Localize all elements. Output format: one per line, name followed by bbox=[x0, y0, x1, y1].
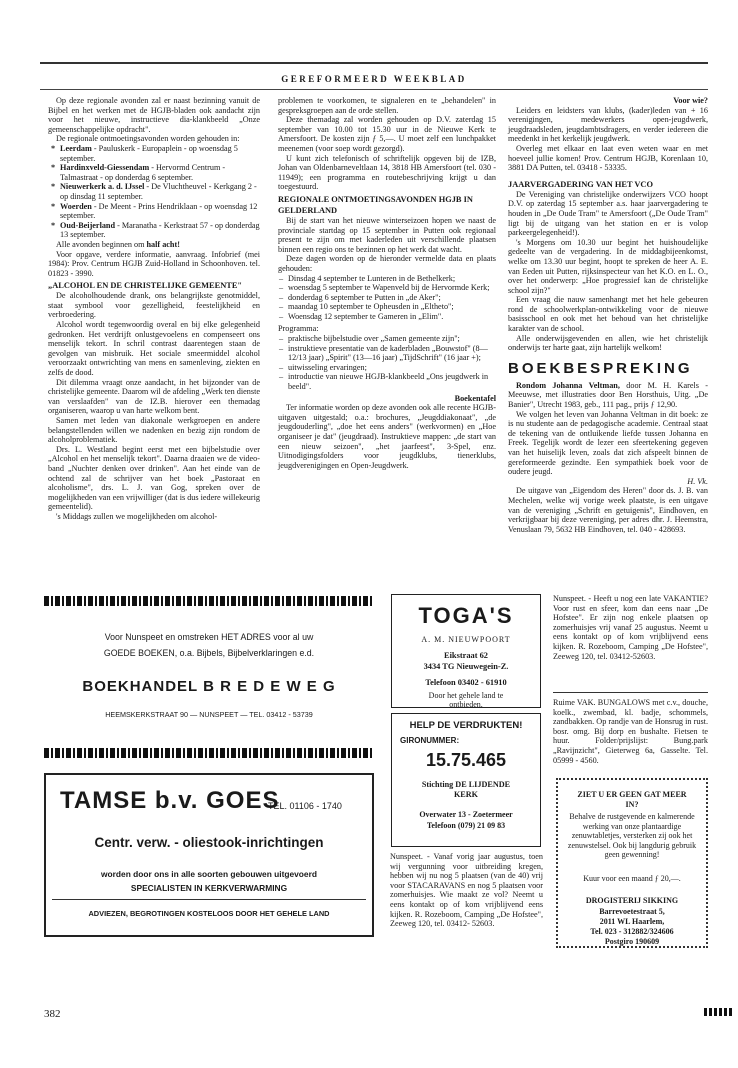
regional-heading: REGIONALE ONTMOETINGSAVONDEN HGJB IN GELDERLAND bbox=[278, 194, 473, 215]
ad-tamse bbox=[44, 773, 374, 937]
list-item: – praktische bijbelstudie over „Samen gemeente zijn"; bbox=[288, 334, 496, 344]
info-paragraph: Voor opgave, verdere informatie, aanvraag. Infobrief (mei 1984): Prov. Centrum HGJB Zuid-Holland in Schoonhoven. tel. 01823 - 3990. bbox=[48, 249, 260, 278]
tamse-footer: ADVIEZEN, BEGROTINGEN KOSTELOOS DOOR HET GEHELE LAND bbox=[88, 909, 330, 918]
boekbespreking-heading: BOEKBESPREKING bbox=[508, 359, 693, 377]
togas-name: TOGA'S bbox=[418, 603, 514, 628]
vco-paragraph: Alle onderwijsgevenden en allen, wie het christelijk onderwijs ter harte gaat, zijn hartelijk welkom! bbox=[508, 333, 708, 353]
column-2 bbox=[278, 96, 496, 470]
classified-text: Nunspeet. - Heeft u nog een late VAKANTIE? Voor rust en sfeer, kom dan eens naar „De Hofstee". Er zijn nog enkele plaatsen op zomerhuisjes vrij vanaf 25 augustus. Neemt u eens kontakt op of kom vrijblijvend eens kijken. R. Rozeboom, Camping „De Hofstee", Zeeweg 120, tel. 03412-52603. bbox=[553, 594, 708, 661]
header-rule bbox=[40, 89, 708, 90]
list-item: – uitwisseling ervaringen; bbox=[288, 363, 496, 373]
alcohol-paragraph: De alcoholhoudende drank, ons belangrijkste genotmiddel, staat symbool voor gezelligheid, feestelijkheid en verbroedering. bbox=[48, 291, 260, 320]
column-1 bbox=[48, 96, 260, 522]
start-time: Alle avonden beginnen om half acht! bbox=[56, 239, 180, 249]
sikking-name: DROGISTERIJ SIKKING bbox=[585, 896, 679, 905]
regional-paragraph: Deze dagen worden op de hieronder vermelde data en plaats gehouden: bbox=[278, 254, 496, 273]
book-note: De uitgave van „Eigendom des Heren" door ds. J. B. van Mechelen, welke wij vorige week plaatste, is een uitgave van de vereniging „Schrift en getuigenis", Eindhoven, en verkrijgbaar bij deze vereniging, per adres dhr. J. Heemstra, Venuslaan 79, 5632 HB Eindhoven, tel. 040 - 428693. bbox=[508, 486, 708, 534]
list-item: * Hardinxveld-Giessendam - Hervormd Centrum - Talmastraat - op donderdag 6 september. bbox=[60, 163, 260, 182]
classified-text: Ruime VAK. BUNGALOWS met c.v., douche, koelk., zwembad, kl. badje, schommels, zandbakken. Op randje van de Honsrug in rust. bosr. omg. Bij dorp en bushalte. Fietsen te huur. Folder/prijslijst: Bung.park „Ravijnzicht", Gieterweg 6a, Gasselte. Tel. 05999 - 4560. bbox=[553, 698, 708, 765]
themadag-paragraph: problemen te voorkomen, te signaleren en te „behandelen" in gespreksgroepen aan de orde stellen. bbox=[278, 96, 496, 115]
sikking-street: Barrevoetestraat 5, bbox=[599, 907, 665, 916]
list-item: – donderdag 6 september te Putten in „de Aker"; bbox=[288, 293, 496, 303]
voor-wie-heading: Voor wie? bbox=[673, 96, 708, 105]
ad-verdrukten bbox=[391, 713, 541, 847]
scan-edge bbox=[704, 1008, 734, 1016]
togas-city: 3434 TG Nieuwegein-Z. bbox=[423, 662, 509, 671]
verdrukten-phone: Telefoon (079) 21 09 83 bbox=[426, 821, 506, 830]
list-item: * Nieuwerkerk a. d. IJssel - De Vluchtheuvel - Kerkgang 2 - op dinsdag 11 september. bbox=[60, 182, 260, 201]
alcohol-paragraph: Drs. L. Westland begint eerst met een bijbelstudie over „Alcohol en het menselijk tekort". Daarna draaien we de video-band „Nuchter denken over drinken". Aan het einde van de ochtend zal de schrijver van het boek „Pastoraat en alcoholisme", drs. L. J. van Gog, spreken over de mogelijkheden van een vrijwilliger (dat is dus iedere willekeurig gemeentelid). bbox=[48, 444, 260, 512]
sikking-price: Kuur voor een maand ƒ 20,—. bbox=[583, 874, 681, 883]
program-label: Programma: bbox=[278, 324, 319, 334]
list-item: – introductie van nieuwe HGJB-klankbeeld „Ons jeugdwerk in beeld". bbox=[288, 372, 496, 391]
meeting-places-list bbox=[48, 144, 260, 240]
list-item: – maandag 10 september te Opheusden in „Eltheto"; bbox=[288, 302, 496, 312]
program-list bbox=[278, 334, 496, 392]
sikking-title: ZIET U ER GEEN GAT MEER IN? bbox=[577, 790, 687, 809]
togas-owner: A. M. NIEUWPOORT bbox=[421, 635, 511, 644]
column-3 bbox=[508, 96, 708, 534]
ad-line: GOEDE BOEKEN, o.a. Bijbels, Bijbelverklaringen e.d. bbox=[103, 648, 315, 658]
tamse-tel: TEL. 01106 - 1740 bbox=[268, 801, 342, 811]
alcohol-paragraph: Samen met leden van diakonale werkgroepen en andere belangstellenden willen we nadenken en bezig zijn rondom de alcoholproblematiek. bbox=[48, 416, 260, 445]
togas-street: Eikstraat 62 bbox=[444, 651, 488, 660]
tamse-line: SPECIALISTEN IN KERKVERWARMING bbox=[130, 883, 288, 893]
book-citation: Rondom Johanna Veltman, door M. H. Karels - Meeuwse, met illustraties door Ben Horsthuis, Uitg. „De Banier", Utrecht 1983, geb., 111 pag., prijs ƒ 12,90. bbox=[508, 380, 708, 410]
giro-number: 15.75.465 bbox=[425, 750, 507, 770]
themadag-paragraph: Deze themadag zal worden gehouden op D.V. zaterdag 15 september van 10.00 tot 15.30 uur in de Nieuwe Kerk te Amersfoort. De kosten zijn ƒ 5,—. U moet zelf een lunchpakket meenemen (voor soep wordt gezorgd). bbox=[278, 115, 496, 153]
regional-paragraph: Bij de start van het nieuwe winterseizoen hopen we naast de provinciale startdag op 15 september in Putten ook regionaal present te zijn om met kaderleden uit verschillende plaatsen binnen een regio ons te bezinnen op het werk dat wacht. bbox=[278, 215, 496, 254]
intro-paragraph: Op deze regionale avonden zal er naast bezinning vanuit de Bijbel en het werken met de HGJB-bladen ook aandacht zijn voor het nieuwe, instructieve dia-klankbeeld „Onze gemeenschappelijke opdracht". bbox=[48, 96, 260, 134]
review-signature: H. Vk. bbox=[687, 476, 708, 486]
store-address: HEEMSKERKSTRAAT 90 — NUNSPEET — TEL. 03412 - 53739 bbox=[105, 710, 313, 719]
list-item: * Leerdam - Pauluskerk - Europaplein - op woensdag 5 september. bbox=[60, 144, 260, 163]
list-item: – Dinsdag 4 september te Lunteren in de Bethelkerk; bbox=[288, 274, 496, 284]
tamse-tagline: Centr. verw. - oliestook-inrichtingen bbox=[94, 835, 324, 850]
ad-stacaravans bbox=[390, 852, 543, 929]
ad-bredeweg bbox=[44, 596, 374, 760]
store-name: BOEKHANDEL B R E D E W E G bbox=[82, 678, 336, 695]
vco-paragraph: Een vraag die nauw samenhangt met het hele gebeuren rond de schoolwerkplan-ontwikkeling voor de nieuwe basisschool en ook met het behoud van het christelijke karakter van de school. bbox=[508, 295, 708, 334]
ad-bungalows bbox=[553, 698, 708, 765]
togas-note: Door het gehele land te ontbieden. bbox=[428, 691, 504, 709]
boekentafel-paragraph: Ter informatie worden op deze avonden ook alle recente HGJB-uitgaven uitgestald; o.a.: brochures, „Jeugddiakonaat", „de jeugdouderling", „doe het eens anders" (werkvormen) en „Hoe organiseer je dat" (jeugdraad). Instruktieve mappen: „de start van een nieuw seizoen", „het jaarfeest", 3-Spel, enz. Uitnodigingsfolders voor jeugdklubs, tienerklubs, jeugdverenigingen en Open-Jeugdwerk. bbox=[278, 403, 496, 470]
ad-vakantie bbox=[553, 594, 708, 661]
dates-list bbox=[278, 274, 496, 322]
boekentafel-heading: Boekentafel bbox=[454, 393, 496, 403]
ad-line: Voor Nunspeet en omstreken HET ADRES voor al uw bbox=[104, 632, 314, 642]
tamse-line: worden door ons in alle soorten gebouwen uitgevoerd bbox=[101, 869, 317, 879]
sikking-tel: Tel. 023 - 312882/324606 bbox=[590, 927, 674, 936]
verdrukten-title: HELP DE VERDRUKTEN! bbox=[409, 720, 523, 731]
intro-paragraph-2: De regionale ontmoetingsavonden worden gehouden in: bbox=[56, 134, 240, 144]
vco-paragraph: De Vereniging van christelijke onderwijzers VCO hoopt D.V. op zaterdag 15 september a.s. haar jaarvergadering te houden in „De Oude Tram" te Amersfoort („De Oude Tram" ligt bij de uitgang van het station en er is volop parkeergelegenheid!). bbox=[508, 189, 708, 238]
ad-divider bbox=[553, 692, 708, 693]
tamse-name: TAMSE b.v. GOES bbox=[60, 787, 280, 814]
ad-divider bbox=[52, 899, 366, 900]
togas-phone: Telefoon 03402 - 61910 bbox=[425, 678, 507, 687]
verdrukten-address: Overwater 13 - Zoetermeer bbox=[419, 810, 513, 819]
list-item: – Woensdag 12 september te Gameren in „Elim". bbox=[288, 312, 496, 322]
sikking-giro: Postgiro 190609 bbox=[604, 937, 660, 946]
verdrukten-org: Stichting DE LIJDENDE KERK bbox=[421, 780, 511, 799]
vco-paragraph: 's Morgens om 10.30 uur begint het huishoudelijke gedeelte van de vergadering. In de middagbijeenkomst, welke om 13.30 uur begint, hoopt te spreken de heer A. E. van Eeden uit Putten, rijksinspecteur van het K.O. en L. O., over het onderwerp: „Hoe progressief kan de christelijke school zijn?" bbox=[508, 237, 708, 295]
book-review: We volgen het leven van Johanna Veltman in dit boek: ze is nu studente aan de pedagogische academie. Centraal staat de tekening van de ontluikende liefde tussen Johanna en Freek. Tegelijk wordt de lezer een sfeertekening gegeven van het huiselijk leven, zoals dat zich afspeelt binnen de gereformeerde gezindte. Een sympathiek boek voor de oudere jeugd. bbox=[508, 409, 708, 477]
publication-title: GEREFORMEERD WEEKBLAD bbox=[281, 74, 467, 84]
list-item: * Oud-Beijerland - Maranatha - Kerkstraat 57 - op donderdag 13 september. bbox=[60, 221, 260, 240]
page-top-rule bbox=[40, 62, 708, 64]
classified-text: Nunspeet. - Vanaf vorig jaar augustus, toen wij vergunning voor uitbreiding kregen, hebben wij nu nog 5 plaatsen (van de 40) vrij voor STACARAVANS en nog 5 plaatsen voor zomerhuisjes. Wie maakt ze vol? Neemt u eens kontakt op of kom vrijblijvend eens kijken. R. Rozeboom, Camping „De Hofstee", Zeeweg 120, tel. 03412- 52603. bbox=[390, 852, 543, 929]
themadag-paragraph: U kunt zich telefonisch of schriftelijk opgeven bij de IZB, Johan van Oldenbarneveltlaan 14, 3818 HB Amersfoort (tel. 030 - 11949); een programma en routebeschrijving krijgt u dan toegestuurd. bbox=[278, 153, 496, 192]
decorative-border bbox=[44, 748, 374, 758]
page-number: 382 bbox=[44, 1008, 61, 1020]
list-item: – instruktieve presentatie van de kaderbladen „Bouwstof" (8—12/13 jaar) „Spirit" (13—16 jaar) „TijdSchrift" (16 jaar +); bbox=[288, 344, 496, 363]
list-item: – woensdag 5 september te Wapenveld bij de Hervormde Kerk; bbox=[288, 283, 496, 293]
alcohol-paragraph: Dit dilemma vraagt onze aandacht, in het bijzonder van de christelijke gemeente. Daarom wil de afdeling „Werk ten dienste van verslaafden" van de IZ.B. hierover een themadag organiseren, waarop u van harte welkom bent. bbox=[48, 377, 260, 416]
alcohol-paragraph: Alcohol wordt tegenwoordig overal en bij elke gelegenheid gedronken. Het verdrijft onlustgevoelens en compenseert ons menselijk tekort. In schril contrast daarentegen staan de gevolgen van misbruik. Het sociale smeermiddel alcohol veroorzaakt ontwrichting van mens en samenleving, ziekten en zelfs de dood. bbox=[48, 320, 260, 378]
decorative-border bbox=[44, 596, 374, 606]
alcohol-heading: „ALCOHOL EN DE CHRISTELIJKE GEMEENTE" bbox=[48, 281, 243, 291]
sikking-city: 2011 WL Haarlem, bbox=[599, 917, 665, 926]
vco-heading: JAARVERGADERING VAN HET VCO bbox=[508, 179, 653, 189]
alcohol-paragraph: 's Middags zullen we mogelijkheden om alcohol- bbox=[56, 511, 218, 521]
voor-wie-paragraph: Leiders en leidsters van klubs, (kader)leden van + 16 verenigingen, medewerkers open-jeugdwerk, jeugdraadsleden, jeugdambtsdragers, en verder iedereen die meedenkt in het kerkelijk jeugdwerk. bbox=[508, 105, 708, 144]
voor-wie-paragraph: Overleg met elkaar en laat even weten waar en met hoeveel jullie komen! Prov. Centrum HGJB, Korenlaan 10, 3881 DA Putten, tel. 03418 - 53335. bbox=[508, 143, 708, 173]
ad-sikking bbox=[556, 778, 708, 948]
ad-togas bbox=[391, 594, 541, 708]
list-item: * Woerden - De Meent - Prins Hendriklaan - op woensdag 12 september. bbox=[60, 202, 260, 221]
sikking-body: Behalve de rustgevende en kalmerende werking van onze plantaardige zenuwtabletjes, versterken zij ook het zenuwstelsel. Ook bij langdurig gebruik geen gewenning! bbox=[567, 812, 697, 860]
giro-label: GIRONUMMER: bbox=[400, 736, 460, 745]
